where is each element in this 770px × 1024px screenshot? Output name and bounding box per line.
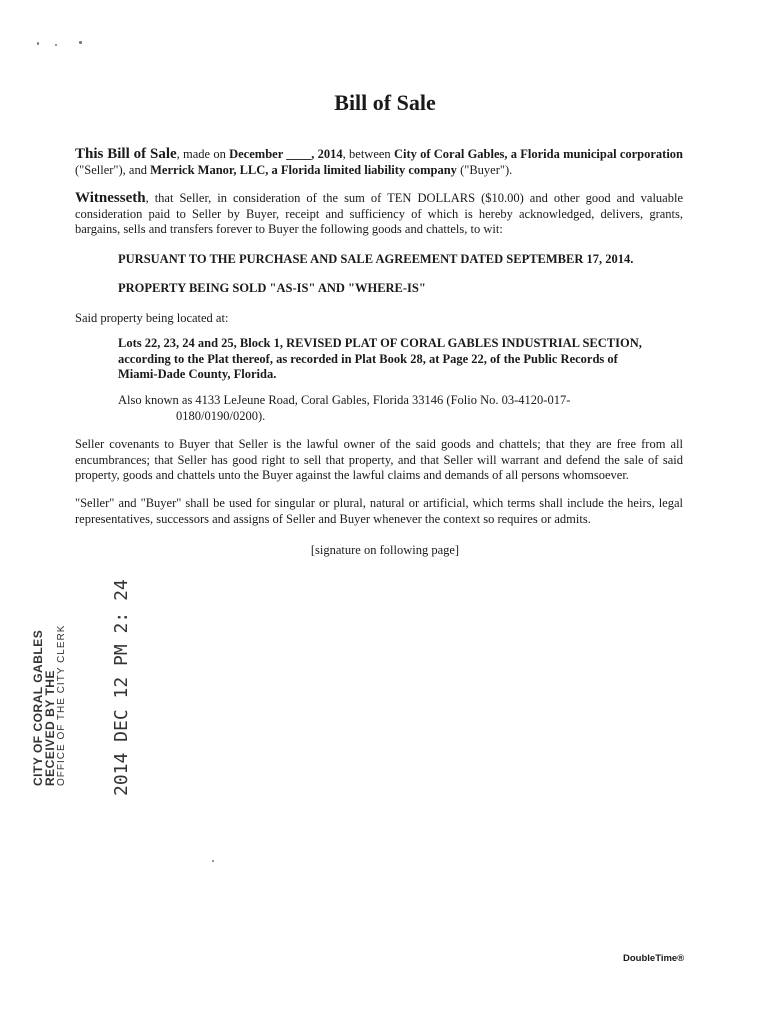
- as-is-heading: PROPERTY BEING SOLD "AS-IS" AND "WHERE-IS": [118, 281, 426, 295]
- intro-lead: This Bill of Sale: [75, 146, 177, 162]
- pursuant-heading: PURSUANT TO THE PURCHASE AND SALE AGREEMENT DATED SEPTEMBER 17, 2014.: [118, 252, 634, 266]
- intro-text-1: , made on: [176, 147, 230, 161]
- intro-date: December ____, 2014: [229, 147, 343, 161]
- document-title: Bill of Sale: [334, 90, 436, 115]
- scan-speck: [55, 44, 57, 46]
- witnesseth-text: , that Seller, in consideration of the sum of TEN DOLLARS ($10.00) and other good and valuable consideration paid to Seller by Buyer, receipt and sufficiency of which is hereby acknowledged, delivers, grants, bargains, sells and transfers forever to Buyer the following goods and chattels, to wit:: [75, 191, 683, 236]
- intro-text-3: ("Seller"), and: [75, 162, 151, 177]
- witnesseth-lead: Witnesseth: [75, 190, 146, 206]
- definitions-paragraph: "Seller" and "Buyer" shall be used for singular or plural, natural or artificial, which terms shall include the heirs, legal representatives, successors and assigns of Seller and Buyer whenever the context so requires or admits.: [75, 496, 683, 526]
- intro-paragraph: [75, 147, 683, 178]
- scan-speck: [37, 42, 39, 45]
- stamp-office: OFFICE OF THE CITY CLERK: [56, 624, 67, 786]
- address-line: Also known as 4133 LeJeune Road, Coral Gables, Florida 33146 (Folio No. 03-4120-017-: [118, 393, 571, 407]
- buyer-name: Merrick Manor, LLC, a Florida limited liability company: [150, 162, 457, 177]
- stamp-datetime: 2014 DEC 12 PM 2: 24: [111, 579, 132, 796]
- doubletime-brand: DoubleTime®: [623, 953, 685, 964]
- scan-speck: [212, 860, 214, 862]
- also-known-as: [118, 393, 642, 424]
- clerk-received-stamp: [32, 625, 68, 786]
- seller-name: City of Coral Gables, a Florida municipal corporation: [393, 147, 684, 161]
- witnesseth-paragraph: [75, 191, 683, 238]
- folio-line: 0180/0190/0200).: [176, 408, 266, 423]
- legal-description: Lots 22, 23, 24 and 25, Block 1, REVISED PLAT OF CORAL GABLES INDUSTRIAL SECTION, according to the Plat thereof, as recorded in Plat Book 28, at Page 22, of the Public Records of Miami-Dade County, Florida.: [118, 336, 642, 381]
- stamp-city: CITY OF CORAL GABLES: [31, 629, 45, 786]
- covenants-paragraph: Seller covenants to Buyer that Seller is the lawful owner of the said goods and chattels; that they are free from all encumbrances; that Seller has good right to sell that property, and that Seller will warrant and defend the sale of said property, goods and chattels unto the Buyer against the lawful claims and demands of all persons whomsoever.: [75, 437, 683, 482]
- scan-speck: [79, 41, 82, 44]
- intro-text-4: ("Buyer").: [456, 162, 513, 177]
- intro-text-2: , between: [342, 147, 394, 161]
- located-label: Said property being located at:: [75, 311, 229, 325]
- signature-note: [signature on following page]: [310, 543, 460, 557]
- stamp-received: RECEIVED BY THE: [43, 670, 57, 786]
